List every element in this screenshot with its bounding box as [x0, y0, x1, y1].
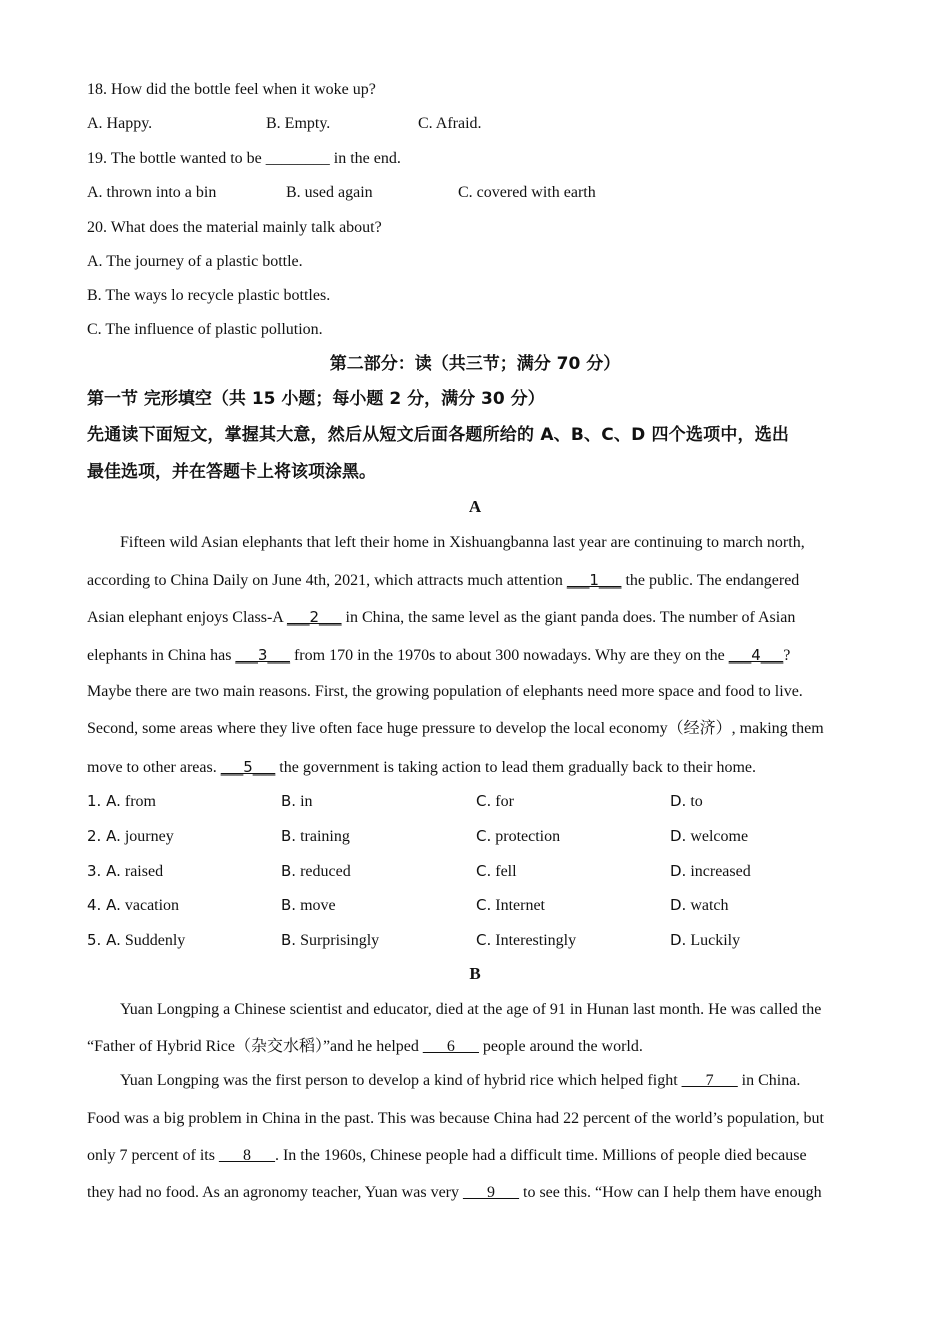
question-18-option-c: C. Afraid. [418, 115, 482, 132]
question-18-option-a: A. Happy. [87, 115, 153, 132]
instructions-line-2: 最佳选项，并在答题卡上将该项涂黑。 [87, 462, 376, 482]
passage-a-heading: A [468, 497, 482, 516]
option-1-b: B. in [281, 792, 313, 810]
question-18-option-b: B. Empty. [266, 115, 331, 132]
blank-7: ___7___ [681, 1072, 738, 1089]
option-2-d: D. welcome [670, 827, 749, 845]
passage-b-line: Yuan Longping a Chinese scientist and educator, died at the age of 91 in Hunan last month. He was called the [120, 1001, 822, 1018]
option-1-a: 1. A. from [87, 792, 156, 810]
passage-b-text: Yuan Longping was the first person to develop a kind of hybrid rice which helped fight [120, 1072, 682, 1089]
passage-a-line [87, 607, 795, 628]
passage-b-line: Food was a big problem in China in the past. This was because China had 22 percent of the world’s population, but [87, 1110, 824, 1127]
blank-1: ___1___ [566, 571, 622, 589]
blank-3: ___3___ [235, 646, 290, 664]
option-3-a: 3. A. raised [87, 862, 164, 880]
question-19-stem: 19. The bottle wanted to be ________ in the end. [87, 150, 401, 167]
option-4-b: B. move [281, 896, 336, 914]
option-2-c: C. protection [476, 827, 561, 845]
option-4-d: D. watch [670, 896, 729, 914]
passage-a-text: according to China Daily on June 4th, 2021, which attracts much attention [87, 572, 567, 589]
passage-b-line [87, 1037, 643, 1057]
option-4-a: 4. A. vacation [87, 896, 180, 914]
blank-2: ___2___ [286, 608, 342, 626]
blank-8: ___8___ [218, 1147, 275, 1164]
option-3-b: B. reduced [281, 862, 351, 880]
option-1-d: D. to [670, 792, 703, 810]
question-18-stem: 18. How did the bottle feel when it woke up? [87, 81, 376, 98]
passage-a-text: from 170 in the 1970s to about 300 nowadays. Why are they on the [289, 647, 729, 664]
passage-a-text: elephants in China has [87, 647, 236, 664]
question-19-option-a: A. thrown into a bin [87, 184, 217, 201]
passage-b-text: only 7 percent of its [87, 1147, 219, 1164]
passage-a-text: Asian elephant enjoys Class-A [87, 609, 287, 626]
passage-a-text: ? [783, 647, 791, 664]
passage-b-text: “Father of Hybrid Rice（杂交水稻）”and he helped [87, 1038, 423, 1055]
option-3-c: C. fell [476, 862, 517, 880]
blank-6: ___6___ [422, 1038, 479, 1055]
question-20-option-b: B. The ways lo recycle plastic bottles. [87, 287, 331, 304]
option-5-d: D. Luckily [670, 931, 741, 949]
question-19-option-c: C. covered with earth [458, 184, 596, 201]
question-20-stem: 20. What does the material mainly talk about? [87, 219, 382, 236]
passage-a-text: the government is taking action to lead them gradually back to their home. [275, 759, 757, 776]
passage-b-heading: B [469, 964, 481, 983]
passage-b-text: they had no food. As an agronomy teacher, Yuan was very [87, 1184, 463, 1201]
passage-a-text: the public. The endangered [621, 572, 800, 589]
passage-b-text: people around the world. [478, 1038, 643, 1055]
passage-a-text: move to other areas. [87, 759, 221, 776]
passage-b-line [120, 1071, 800, 1091]
passage-a-text: in China, the same level as the giant panda does. The number of Asian [341, 609, 796, 626]
passage-b-line [87, 1146, 807, 1166]
passage-a-line [87, 757, 756, 778]
option-5-c: C. Interestingly [476, 931, 577, 949]
question-19-option-b: B. used again [286, 184, 373, 201]
passage-b-text: . In the 1960s, Chinese people had a difficult time. Millions of people died because [274, 1147, 807, 1164]
option-4-c: C. Internet [476, 896, 545, 914]
question-20-option-c: C. The influence of plastic pollution. [87, 321, 323, 338]
passage-a-line: Maybe there are two main reasons. First, the growing population of elephants need more space and food to live. [87, 683, 803, 700]
passage-b-text: in China. [737, 1072, 801, 1089]
blank-4: ___4___ [728, 646, 784, 664]
option-5-b: B. Surprisingly [281, 931, 380, 949]
option-2-a: 2. A. journey [87, 827, 174, 845]
passage-a-line: Second, some areas where they live often face huge pressure to develop the local economy（经济）, making them [87, 720, 824, 737]
option-2-b: B. training [281, 827, 350, 845]
part-two-title: 第二部分：读（共三节；满分 70 分） [329, 354, 621, 374]
option-5-a: 5. A. Suddenly [87, 931, 186, 949]
option-3-d: D. increased [670, 862, 751, 880]
option-1-c: C. for [476, 792, 514, 810]
passage-a-line: Fifteen wild Asian elephants that left their home in Xishuangbanna last year are continuing to march north, [120, 534, 805, 551]
blank-5: ___5___ [220, 758, 276, 776]
instructions-line-1: 先通读下面短文，掌握其大意，然后从短文后面各题所给的 A、B、C、D 四个选项中，选出 [87, 425, 790, 445]
section-one-title: 第一节 完形填空（共 15 小题；每小题 2 分，满分 30 分） [87, 389, 545, 409]
passage-a-line [87, 570, 799, 591]
question-20-option-a: A. The journey of a plastic bottle. [87, 253, 303, 270]
passage-b-text: to see this. “How can I help them have enough [519, 1184, 822, 1201]
passage-a-line [87, 645, 790, 666]
blank-9: ___9___ [463, 1184, 519, 1201]
passage-b-line [87, 1183, 822, 1203]
